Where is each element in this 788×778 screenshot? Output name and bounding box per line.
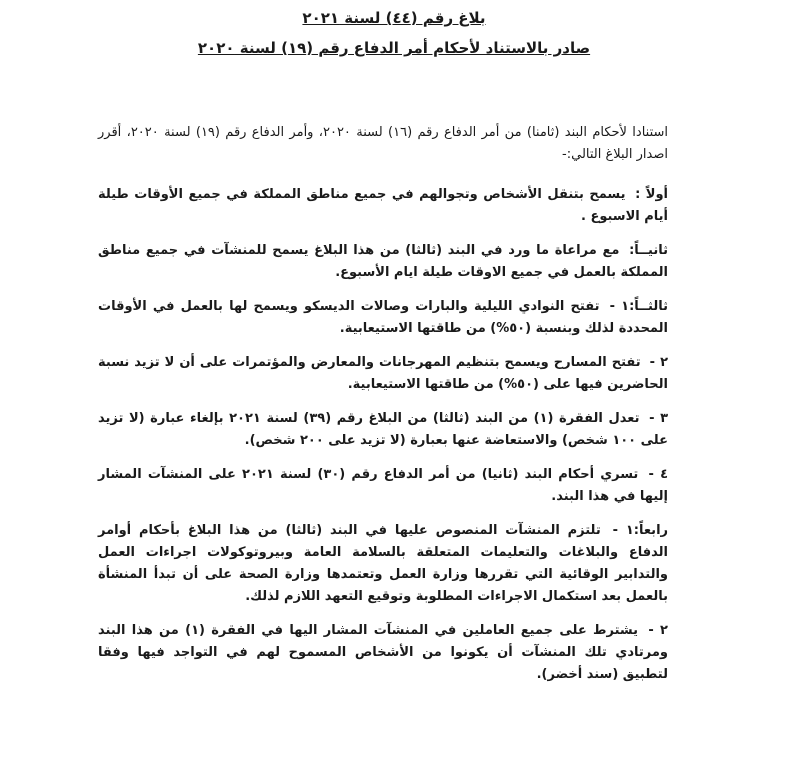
clause-label: ٤ - xyxy=(648,467,668,482)
clause-label: ٢ - xyxy=(649,355,669,370)
clause-third-3 xyxy=(98,408,668,452)
clause-fourth-1 xyxy=(98,520,668,608)
clause-third-4 xyxy=(98,464,668,508)
clause-text: تفتح المسارح ويسمح بتنظيم المهرجانات والمعارض والمؤتمرات على أن لا تزيد نسبة الحاضرين فيها على (٥٠%) من طاقتها الاستيعابية. xyxy=(98,355,668,392)
clause-label: رابعاً:١ - xyxy=(612,523,669,538)
clause-text: تسري أحكام البند (ثانيا) من أمر الدفاع رقم (٣٠) لسنة ٢٠٢١ على المنشآت المشار إليها في هذا البند. xyxy=(98,467,668,504)
bulletin-subtitle: صادر بالاستناد لأحكام أمر الدفاع رقم (١٩) لسنة ٢٠٢٠ xyxy=(197,39,591,57)
clause-label: أولاً : xyxy=(635,187,668,202)
clause-label: ٣ - xyxy=(649,411,668,426)
clause-text: يشترط على جميع العاملين في المنشآت المشار اليها في الفقرة (١) من هذا البند ومرتادي تلك المنشآت أن يكونوا من الأشخاص المسموح لهم في التواجد فيها وفقا لتطبيق (سند أخضر). xyxy=(98,623,668,682)
clause-third-2 xyxy=(98,352,668,396)
clause-label: ثالثــاً:١ - xyxy=(609,299,669,314)
clause-text: تلتزم المنشآت المنصوص عليها في البند (ثالثا) من هذا البلاغ بأحكام أوامر الدفاع والبلاغات والتعليمات المتعلقة بالسلامة العامة وبيروتوكولات اجراءات العمل والتدابير الوقائية التي تقررها وزارة العمل وتعتمدها وزارة الصحة على أن تبدأ المنشأة بالعمل بعد استكمال الاجراءات المطلوبة وتوقيع التعهد اللازم لذلك. xyxy=(98,523,668,604)
clause-fourth-2 xyxy=(98,620,668,686)
document-header xyxy=(0,8,788,57)
clause-text: يسمح بتنقل الأشخاص وتجوالهم في جميع مناطق المملكة في جميع الأوقات طيلة أيام الاسبوع . xyxy=(98,187,668,224)
document-body xyxy=(98,122,668,698)
clause-first xyxy=(98,184,668,228)
clause-label: ٢ - xyxy=(648,623,668,638)
clause-label: ثانيــاً: xyxy=(629,243,668,258)
clause-third-1 xyxy=(98,296,668,340)
bulletin-title: بلاغ رقم (٤٤) لسنة ٢٠٢١ xyxy=(302,9,486,27)
clause-text: مع مراعاة ما ورد في البند (ثالثا) من هذا البلاغ يسمح للمنشآت في جميع مناطق المملكة بالعمل في جميع الاوقات طيلة ايام الأسبوع. xyxy=(98,243,668,280)
clause-second xyxy=(98,240,668,284)
clause-text: تعدل الفقرة (١) من البند (ثالثا) من البلاغ رقم (٣٩) لسنة ٢٠٢١ بإلغاء عبارة (لا تزيد على ١٠٠ شخص) والاستعاضة عنها بعبارة (لا تزيد على ٢٠٠ شخص). xyxy=(98,411,668,448)
clause-text: تفتح النوادي الليلية والبارات وصالات الديسكو ويسمح لها بالعمل في الأوقات المحددة لذلك وبنسبة (٥٠%) من طاقتها الاستيعابية. xyxy=(98,299,668,336)
intro-paragraph: استنادا لأحكام البند (ثامنا) من أمر الدفاع رقم (١٦) لسنة ٢٠٢٠، وأمر الدفاع رقم (١٩) لسنة ٢٠٢٠، أقرر اصدار البلاغ التالي:- xyxy=(98,125,669,162)
